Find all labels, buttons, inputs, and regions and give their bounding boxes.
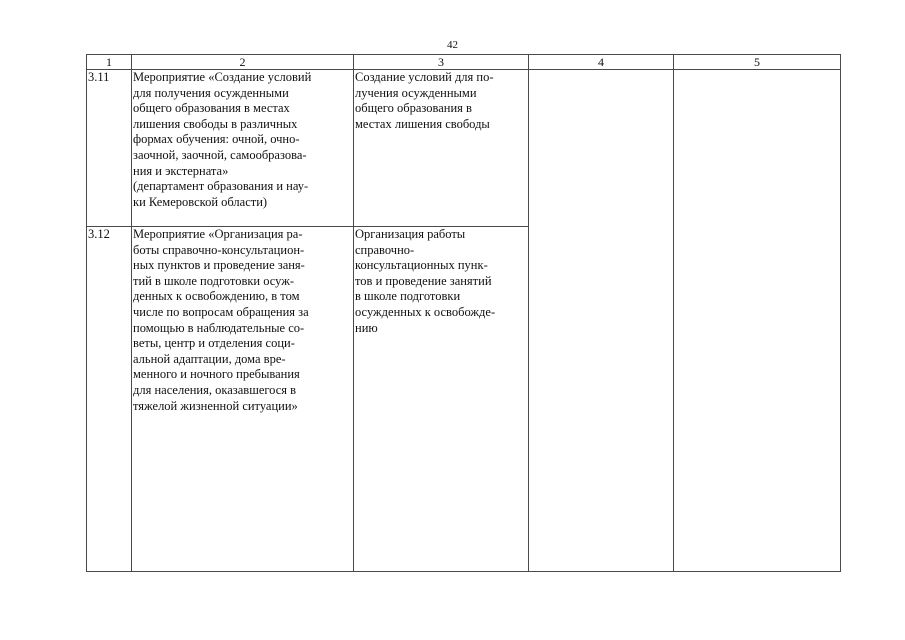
column-5-cell [674,70,841,572]
column-header-2: 2 [132,55,354,70]
event-description: Мероприятие «Организация ра- боты справочно-консультацион- ных пунктов и проведение заня- тий в школе подготовки осуж- денных к освобождению, в том числе по вопросам обращения за помощью в наблюдательные со- веты, центр и отделения соци- альной адаптации, дома вре- менного и ночного пребывания для населения, оказавшегося в тяжелой жизненной ситуации» [132,227,354,572]
column-header-1: 1 [87,55,132,70]
table-header-row [87,55,841,70]
column-header-5: 5 [674,55,841,70]
row-number: 3.12 [87,227,132,572]
measures-table [86,54,841,572]
expected-result: Организация работы справочно- консультационных пунк- тов и проведение занятий в школе подготовки осужденных к освобожде- нию [354,227,529,572]
column-4-cell [529,70,674,572]
column-header-4: 4 [529,55,674,70]
row-number: 3.11 [87,70,132,227]
column-header-3: 3 [354,55,529,70]
table-row [87,70,841,227]
event-description: Мероприятие «Создание условий для получения осужденными общего образования в местах лишения свободы в различных формах обучения: очной, очно- заочной, заочной, самообразова- ния и экстерната» (департамент образования и нау- ки Кемеровской области) [132,70,354,227]
expected-result: Создание условий для по- лучения осужденными общего образования в местах лишения свободы [354,70,529,227]
page-number: 42 [447,39,458,51]
